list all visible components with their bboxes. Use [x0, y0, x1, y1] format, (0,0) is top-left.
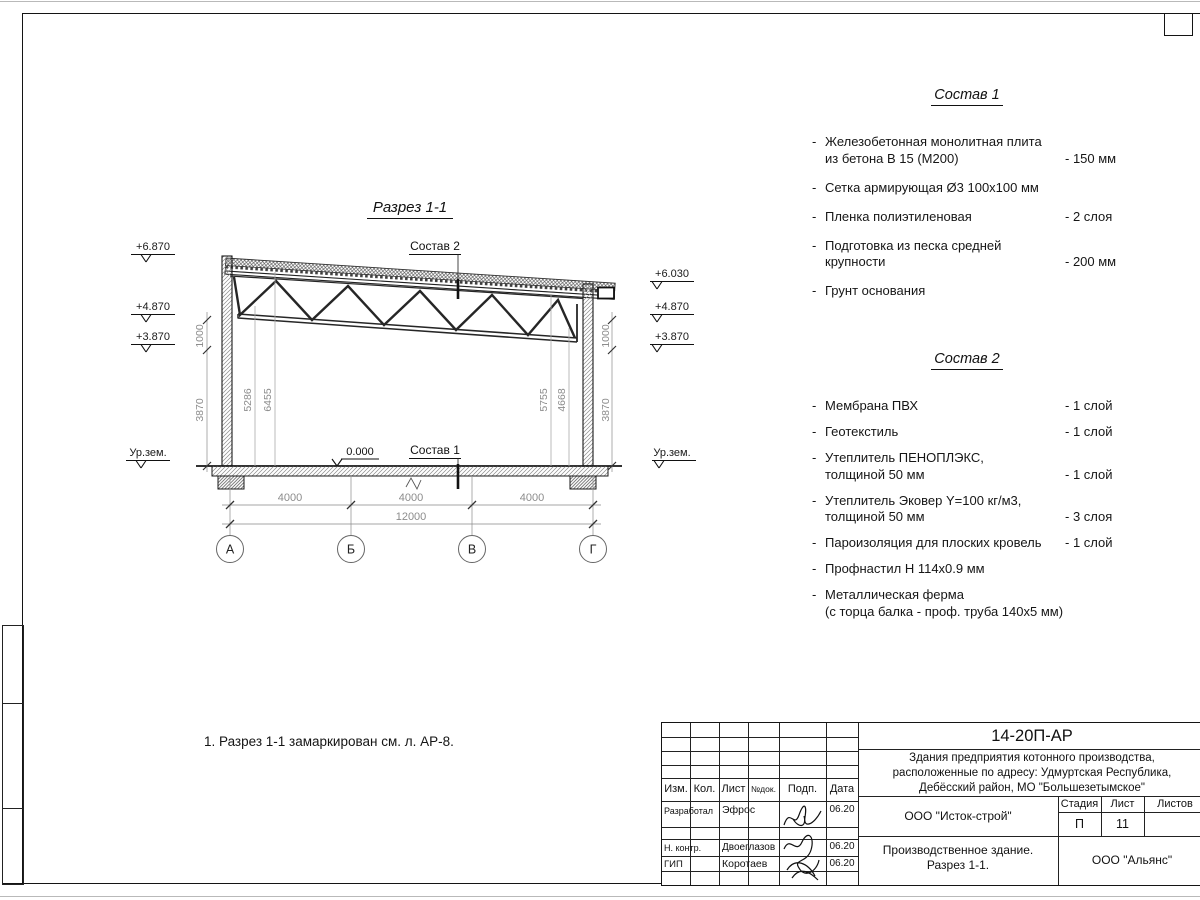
doc-number: 14-20П-АР — [991, 727, 1073, 745]
paper-edge-bottom — [0, 896, 1200, 897]
name-efros: Эфрос — [722, 804, 756, 816]
left-foundation — [218, 476, 244, 489]
name-korotaev: Коротаев — [722, 858, 768, 870]
floor-slab — [212, 466, 608, 476]
break-mark — [406, 478, 421, 489]
list-item: - Утеплитель ПЕНОПЛЭКС, толщиной 50 мм - 1 слой — [812, 450, 1113, 482]
date-razrabotal: 06.20 — [829, 804, 855, 815]
elev-right-3: +3.870 — [655, 331, 689, 343]
dim-4000-3: 4000 — [519, 492, 545, 504]
dim-left-1000: 1000 — [194, 324, 206, 348]
axis-v: В — [467, 542, 477, 557]
sheet-corner-stamp-box — [1164, 13, 1193, 36]
elevation-marks-right — [650, 268, 696, 468]
col-list: Лист — [721, 783, 746, 795]
axis-a: А — [225, 542, 235, 557]
col-podp: Подп. — [787, 783, 818, 795]
right-wall — [583, 284, 593, 466]
sostav2-list — [812, 350, 1122, 630]
sheet-title: Производственное здание. Разрез 1-1. — [882, 843, 1034, 872]
role-nkontr: Н. контр. — [664, 843, 702, 853]
vertical-dimensions — [194, 272, 616, 472]
dim-interior-4668: 4668 — [556, 388, 568, 412]
list-item: - Железобетонная монолитная плита из бетона В 15 (М200) - 150 мм — [812, 134, 1117, 166]
total-col-header: Листов — [1157, 798, 1193, 810]
list-item: - Грунт основания — [812, 283, 926, 298]
col-kol: Кол. — [693, 783, 716, 795]
date-nkontr: 06.20 — [829, 841, 855, 852]
sostav2-heading: Состав 2 — [812, 350, 1122, 370]
elev-left-1: +6.870 — [136, 241, 170, 253]
zero-mark-text: 0.000 — [346, 446, 374, 458]
ground-level-left: Ур.зем. — [129, 447, 167, 459]
axis-b: Б — [346, 542, 356, 557]
signature-gip — [778, 833, 825, 883]
elev-left-2: +4.870 — [136, 301, 170, 313]
callout-sostav1-text: Состав 1 — [410, 443, 460, 457]
role-razrabotal: Разработал — [664, 806, 713, 816]
section-drawing — [110, 185, 720, 585]
sheet-frame-top — [22, 13, 1200, 14]
elevation-marks-left — [126, 241, 175, 468]
signature-razrabotal — [781, 803, 823, 831]
list-item: - Пароизоляция для плоских кровель - 1 слой — [812, 535, 1113, 550]
axis-g: Г — [589, 542, 597, 557]
col-ndok: №док. — [751, 784, 776, 794]
zero-level-mark — [332, 446, 379, 466]
dim-4000-1: 4000 — [277, 492, 303, 504]
section-title-text: Разрез 1-1 — [372, 199, 448, 216]
list-item: - Подготовка из песка средней крупности - 200 мм — [812, 237, 1117, 269]
col-data: Дата — [829, 783, 855, 795]
drawing-title — [367, 199, 453, 219]
list-item: - Геотекстиль - 1 слой — [812, 424, 1113, 439]
date-gip: 06.20 — [829, 858, 855, 869]
list-item: - Утеплитель Эковер Y=100 кг/м3, толщиной 50 мм - 3 слоя — [812, 492, 1113, 524]
ground-level-right: Ур.зем. — [653, 447, 691, 459]
stage-col-header: Стадия — [1060, 798, 1099, 810]
callout-sostav2-text: Состав 2 — [410, 239, 460, 253]
dim-right-1000: 1000 — [600, 324, 612, 348]
sostav1-heading: Состав 1 — [812, 86, 1122, 106]
dim-interior-5286: 5286 — [242, 388, 254, 412]
sheet-col-header: Лист — [1110, 798, 1135, 810]
list-item: - Сетка армирующая Ø3 100х100 мм — [812, 179, 1039, 195]
role-gip: ГИП — [664, 859, 683, 870]
list-item: - Пленка полиэтиленовая - 2 слоя — [812, 208, 1113, 224]
drawing-note: 1. Разрез 1-1 замаркирован см. л. АР-8. — [204, 734, 454, 749]
project-name: Здания предприятия котонного производства, расположенные по адресу: Удмуртская Республика, Дебёсский район, МО "Большезетымское" — [892, 752, 1172, 794]
left-margin-boxes — [2, 625, 24, 885]
margin-box-divider — [3, 703, 23, 704]
org-customer: ООО "Альянс" — [1091, 853, 1173, 867]
elev-right-2: +4.870 — [655, 301, 689, 313]
paper-edge-top — [0, 1, 1200, 2]
dim-interior-5755: 5755 — [538, 388, 550, 412]
margin-box-divider — [3, 808, 23, 809]
sostav1-list — [812, 86, 1122, 312]
dim-4000-2: 4000 — [398, 492, 424, 504]
dim-left-3870: 3870 — [194, 398, 206, 422]
list-item: - Металлическая ферма (с торца балка - проф. труба 140х5 мм) — [812, 587, 1064, 619]
right-foundation — [570, 476, 596, 489]
col-izm: Изм. — [664, 783, 688, 795]
bottom-dimensions — [222, 476, 601, 535]
sheet-number: 11 — [1116, 817, 1129, 831]
left-wall — [222, 256, 232, 466]
axis-bubbles — [217, 536, 607, 563]
roof-package — [225, 258, 615, 299]
list-item: - Профнастил Н 114х0.9 мм — [812, 561, 985, 576]
org-design: ООО "Исток-строй" — [904, 809, 1012, 823]
dim-12000: 12000 — [395, 511, 427, 523]
stage-value: П — [1075, 817, 1084, 831]
name-dvoeglazov: Двоеглазов — [722, 842, 776, 853]
elev-left-3: +3.870 — [136, 331, 170, 343]
dim-interior-6455: 6455 — [262, 388, 274, 412]
title-block — [661, 722, 1200, 886]
elev-right-1: +6.030 — [655, 268, 689, 280]
edge-beam-profile — [598, 288, 614, 299]
list-item: - Мембрана ПВХ - 1 слой — [812, 398, 1113, 413]
dim-right-3870: 3870 — [600, 398, 612, 422]
